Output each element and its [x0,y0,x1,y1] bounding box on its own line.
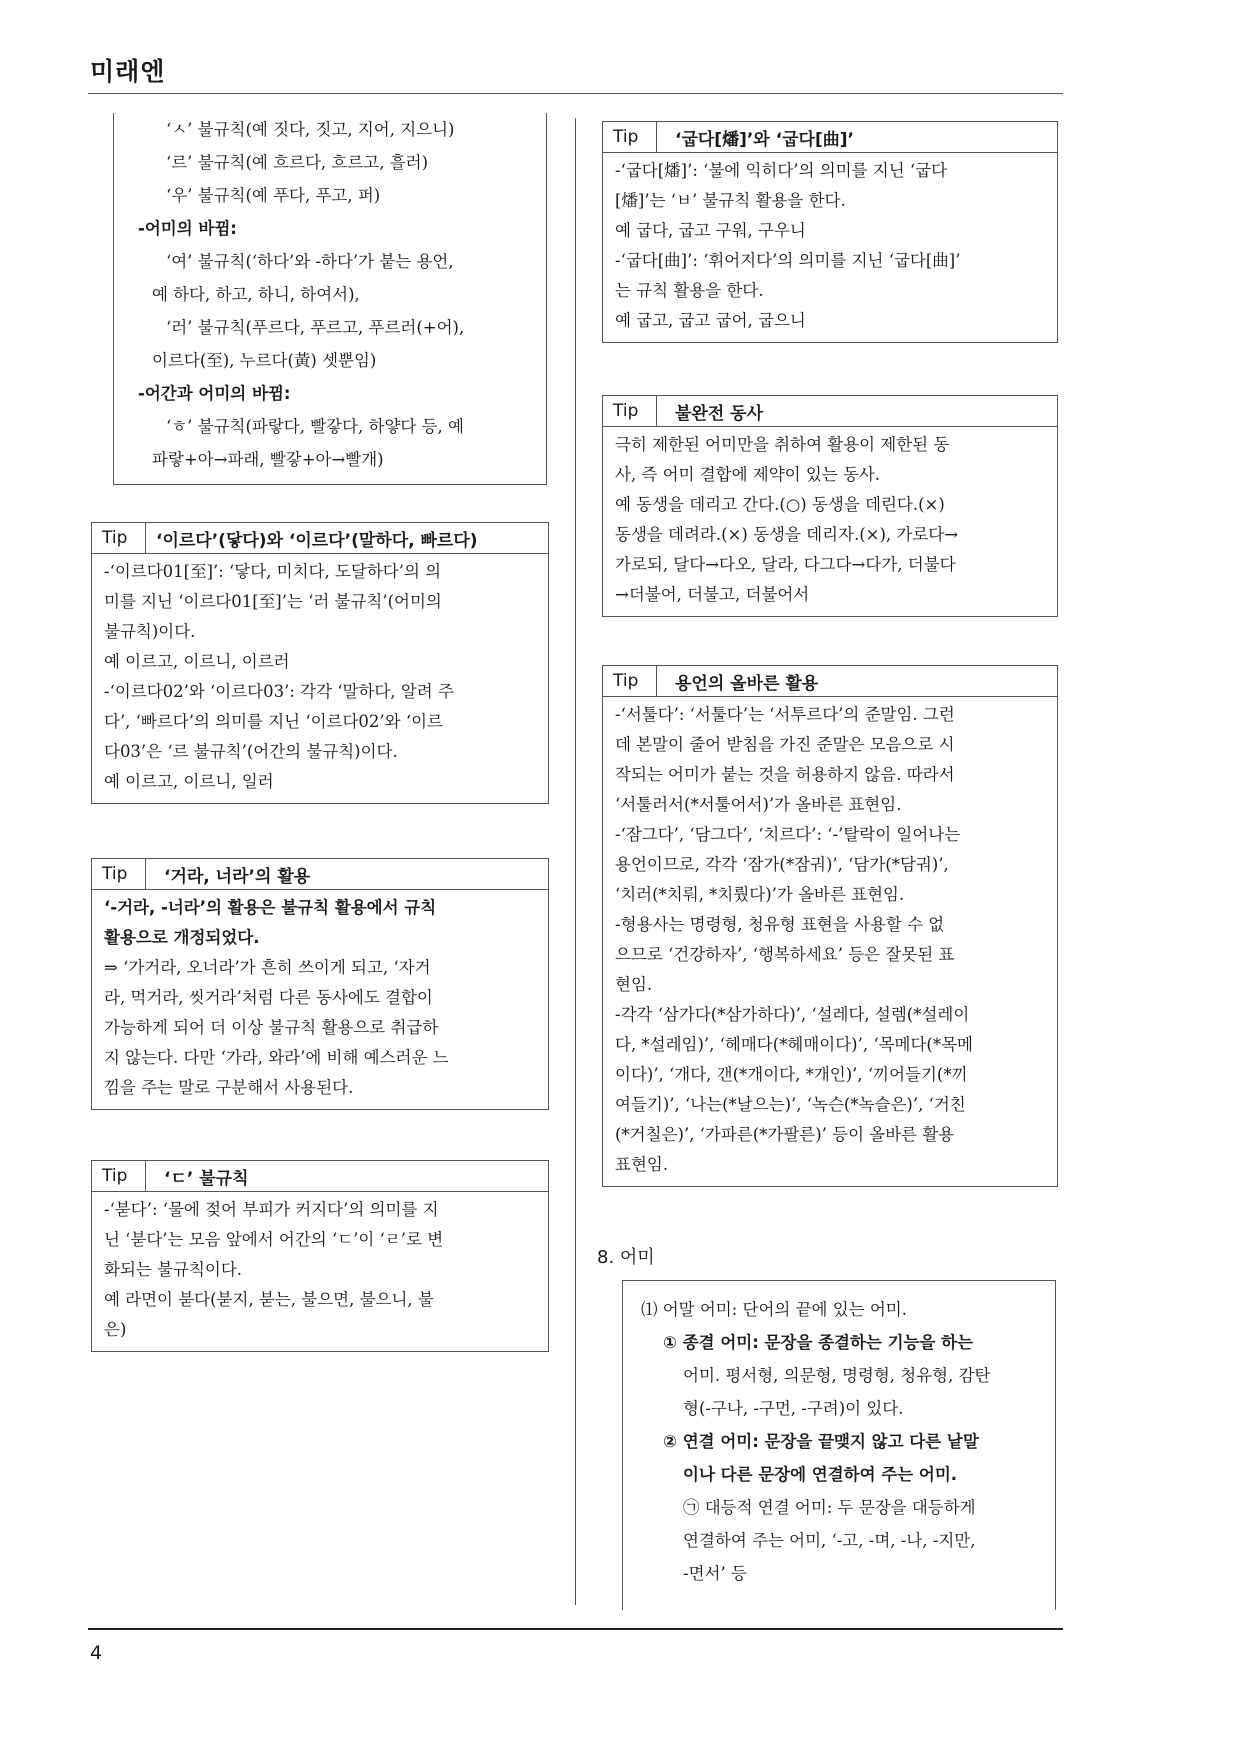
text-line: 여들기)’, ‘나는(*날으는)’, ‘녹슨(*녹슬은)’, ‘거친 [615,1095,966,1114]
text-line: 연결하여 주는 어미, ‘-고, -며, -나, -지만, [683,1531,976,1550]
text-line: 불규칙)이다. [104,622,196,641]
tip-label: Tip [92,523,146,553]
text-line: →더불어, 더불고, 더불어서 [615,585,810,604]
text-line: 파랗+아→파래, 빨갛+아→빨개) [152,450,384,469]
text-line: 동생을 데려라.(×) 동생을 데리자.(×), 가로다→ [615,525,959,544]
tip-label: Tip [603,396,657,426]
text-line: ‘우’ 불규칙(예 푸다, 푸고, 퍼) [166,186,381,205]
text-line: 이나 다른 문장에 연결하여 주는 어미. [683,1465,958,1484]
text-line: 이다)’, ‘개다, 갠(*개이다, *개인)’, ‘끼어들기(*끼 [615,1065,968,1084]
text-line: ‘치러(*치뤄, *치뤘다)’가 올바른 표현임. [615,885,905,904]
text-line: -‘붇다’: ‘물에 젖어 부피가 커지다’의 의미를 지 [104,1200,439,1219]
section-heading: 8. 어미 [597,1247,655,1268]
text-line: 데 본말이 줄어 받침을 가진 준말은 모음으로 시 [615,735,955,754]
tip-label: Tip [92,859,146,889]
text-line: 극히 제한된 어미만을 취하여 활용이 제한된 동 [615,435,950,454]
text-line: ‘ㅅ’ 불규칙(예 짓다, 짓고, 지어, 지으니) [166,120,455,139]
tip-box-correct-conjugation [602,665,1058,1187]
tip-box-ireuda [91,522,549,804]
tip-box-incomplete-verb [602,395,1058,617]
page-number: 4 [90,1642,103,1664]
text-line: 닌 ‘붇다’는 모음 앞에서 어간의 ‘ㄷ’이 ‘ㄹ’로 변 [104,1230,444,1249]
text-line: -형용사는 명령형, 청유형 표현을 사용할 수 없 [615,915,945,934]
text-line: 다03’은 ‘르 불규칙’(어간의 불규칙)이다. [104,742,398,761]
text-line: -각각 ‘삼가다(*삼가하다)’, ‘설레다, 설렘(*설레이 [615,1005,970,1024]
tip-box-geora [91,858,549,1110]
tip-title: 불완전 동사 [675,403,764,424]
text-line: -어간과 어미의 바뀜: [138,384,291,403]
text-line: -‘서툴다’: ‘서툴다’는 ‘서투르다’의 준말임. 그런 [615,705,955,724]
text-line: -‘굽다[燔]’: ‘불에 익히다’의 의미를 지닌 ‘굽다 [615,161,948,180]
text-line: ‘여’ 불규칙(‘하다’와 -하다’가 붙는 용언, [166,252,454,271]
text-line: 용언이므로, 각각 ‘잠가(*잠궈)’, ‘담가(*담궈)’, [615,855,949,874]
text-line: ‘ㅎ’ 불규칙(파랗다, 빨갛다, 하얗다 등, 예 [166,417,464,436]
text-line: 예 굽다, 굽고 구워, 구우니 [615,221,806,240]
text-line: -‘이르다01[至]’: ‘닿다, 미치다, 도달하다’의 의 [104,562,442,581]
text-line: 예 이르고, 이르니, 일러 [104,772,274,791]
text-line: 예 하다, 하고, 하니, 하여서), [152,285,360,304]
text-line: [燔]’는 ‘ㅂ’ 불규칙 활용을 한다. [615,191,846,210]
text-line: ‘서툴러서(*서툴어서)’가 올바른 표현임. [615,795,902,814]
tip-title: ‘이르다’(닿다)와 ‘이르다’(말하다, 빠르다) [156,530,478,551]
text-line: 낌을 주는 말로 구분해서 사용된다. [104,1078,354,1097]
text-line: 예 이르고, 이르니, 이르러 [104,652,290,671]
text-line: ① 종결 어미: 문장을 종결하는 기능을 하는 [663,1333,974,1352]
text-line: 으므로 ‘건강하자’, ‘행복하세요’ 등은 잘못된 표 [615,945,955,964]
continued-irregular-box [113,113,547,485]
tip-label: Tip [603,666,657,696]
text-line: -‘굽다[曲]’: ‘휘어지다’의 의미를 지닌 ‘굽다[曲]’ [615,251,961,270]
text-line: ⑴ 어말 어미: 단어의 끝에 있는 어미. [641,1300,907,1319]
text-line: 활용으로 개정되었다. [104,928,260,947]
text-line: -‘이르다02’와 ‘이르다03’: 각각 ‘말하다, 알려 주 [104,682,454,701]
text-line: 사, 즉 어미 결합에 제약이 있는 동사. [615,465,881,484]
text-line: 은) [104,1320,127,1339]
text-line: 는 규칙 활용을 한다. [615,281,764,300]
text-line: 어미. 평서형, 의문형, 명령형, 청유형, 감탄 [683,1366,991,1385]
text-line: 표현임. [615,1155,669,1174]
column-divider [575,118,576,1605]
text-line: 이르다(至), 누르다(黃) 셋뿐임) [152,351,377,370]
text-line: 예 라면이 붇다(붇지, 붇는, 불으면, 불으니, 불 [104,1290,434,1309]
text-line: -어미의 바뀜: [138,219,237,238]
text-line: ‘르’ 불규칙(예 흐르다, 흐르고, 흘러) [166,153,429,172]
text-line: ⇒ ‘가거라, 오너라’가 흔히 쓰이게 되고, ‘자거 [104,958,431,977]
tip-title: ‘거라, 너라’의 활용 [164,866,311,887]
text-line: 다’, ‘빠르다’의 의미를 지닌 ‘이르다02’와 ‘이르 [104,712,443,731]
text-line: 가능하게 되어 더 이상 불규칙 활용으로 취급하 [104,1018,439,1037]
text-line: 현임. [615,975,653,994]
text-line: 지 않는다. 다만 ‘가라, 와라’에 비해 예스러운 느 [104,1048,449,1067]
text-line: 라, 먹거라, 씻거라’처럼 다른 동사에도 결합이 [104,988,433,1007]
text-line: ㉠ 대등적 연결 어미: 두 문장을 대등하게 [683,1498,976,1517]
tip-box-digeut [91,1160,549,1352]
tip-title: ‘굽다[燔]’와 ‘굽다[曲]’ [675,129,854,150]
text-line: 예 동생을 데리고 간다.(○) 동생을 데린다.(×) [615,495,945,514]
tip-title: ‘ㄷ’ 불규칙 [164,1168,249,1189]
text-line: -면서’ 등 [683,1564,747,1583]
tip-label: Tip [603,122,657,152]
text-line: ‘-거라, -너라’의 활용은 불규칙 활용에서 규칙 [104,898,437,917]
text-line: 다, *설레임)’, ‘헤매다(*헤매이다)’, ‘목메다(*목메 [615,1035,973,1054]
tip-box-gupda [602,121,1058,343]
text-line: 미를 지닌 ‘이르다01[至]’는 ‘러 불규칙’(어미의 [104,592,442,611]
text-line: 형(-구나, -구먼, -구려)이 있다. [683,1399,904,1418]
eomi-content-box [622,1280,1056,1610]
text-line: (*거칠은)’, ‘가파른(*가팔른)’ 등이 올바른 활용 [615,1125,955,1144]
text-line: ② 연결 어미: 문장을 끝맺지 않고 다른 낱말 [663,1432,979,1451]
text-line: 화되는 불규칙이다. [104,1260,243,1279]
tip-title: 용언의 올바른 활용 [675,673,819,694]
text-line: 가로되, 달다→다오, 달라, 다그다→다가, 더불다 [615,555,956,574]
text-line: 작되는 어미가 붙는 것을 허용하지 않음. 따라서 [615,765,955,784]
header-rule [88,93,1063,94]
text-line: ‘러’ 불규칙(푸르다, 푸르고, 푸르러(+어), [166,318,465,337]
text-line: 예 굽고, 굽고 굽어, 굽으니 [615,311,806,330]
tip-label: Tip [92,1161,146,1191]
header-brand: 미래엔 [90,57,166,86]
footer-rule [88,1628,1063,1630]
text-line: -‘잠그다’, ‘담그다’, ‘치르다’: ‘-’탈락이 일어나는 [615,825,961,844]
